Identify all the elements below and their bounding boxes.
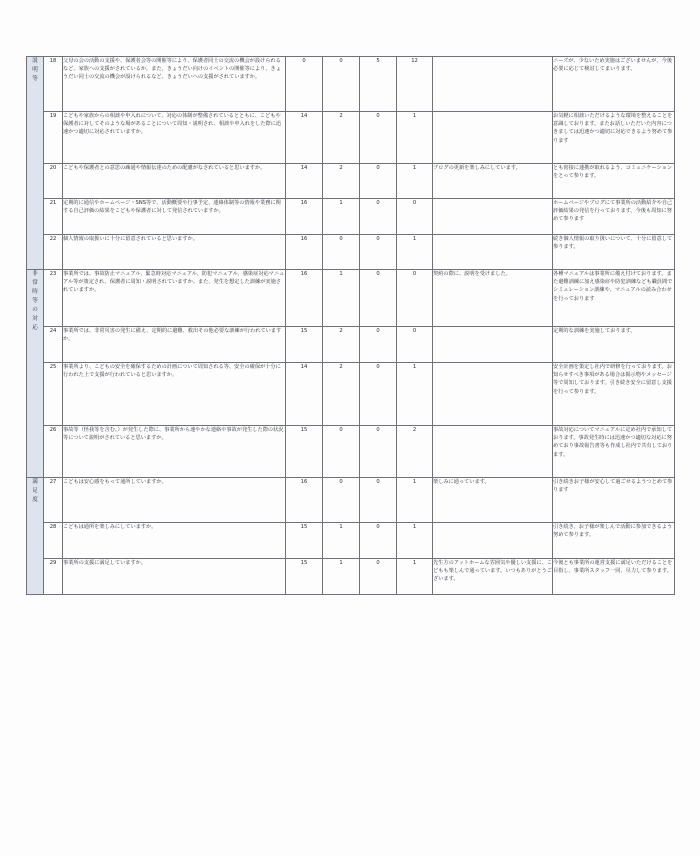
row-number: 28	[44, 523, 63, 559]
count-2: 0	[323, 57, 360, 112]
question-text: 事業所の支援に満足していますか。	[63, 559, 286, 595]
question-text: 個人情報の取扱いに十分に留意されていると思いますか。	[63, 235, 286, 270]
table-row	[27, 327, 675, 363]
parent-comment	[433, 112, 553, 164]
row-number: 29	[44, 559, 63, 595]
question-text: こどもや家族からの相談や申入れについて、対応の体制が整備されているとともに、こどもや保護者に対してそのような場があることについて周知・説明され、相談や申入れをした際に迅速かつ適切に対応されていますか。	[63, 112, 286, 164]
question-text: 事故等（怪我等を含む。）が発生した際に、事業所から速やかな連絡や事故が発生した際の状況等について説明がされていると思いますか。	[63, 426, 286, 478]
count-4: 12	[397, 57, 433, 112]
table-row	[27, 164, 675, 199]
office-response: 事故対応についてマニュアルに定め社内で承知しております。事故発生時には迅速かつ適切な対応に努めており事故報告書等も作成し社内で共有しております。	[553, 426, 675, 478]
row-number: 22	[44, 235, 63, 270]
count-4: 0	[397, 199, 433, 235]
count-1: 16	[286, 270, 323, 327]
count-2: 2	[323, 363, 360, 426]
count-4: 1	[397, 478, 433, 523]
question-text: 事業所では、事故防止マニュアル、緊急時対応マニュアル、防犯マニュアル、感染症対応マニュアル等が策定され、保護者に周知・説明されていますか。また、発生を想定した訓練が実施されていますか。	[63, 270, 286, 327]
office-response: 引き続き、お子様が楽しんで活動に参加できるよう努めて参ります。	[553, 523, 675, 559]
count-3: 0	[360, 270, 397, 327]
row-number: 23	[44, 270, 63, 327]
question-text: 父母の会の活動の支援や、保護者会等の開催等により、保護者同士の交流の機会が設けられるなど、家族への支援がされているか。また、きょうだい向けのイベントの開催等により、きょうだい同士の交流の機会が設けられるなど、きょうだいへの支援がされていますか。	[63, 57, 286, 112]
question-text: 事業所より、こどもの安全を確保するための計画について周知される等、安全の確保が十分に行われた上で支援が行われていると思いますか。	[63, 363, 286, 426]
count-2: 2	[323, 112, 360, 164]
count-2: 1	[323, 523, 360, 559]
row-number: 18	[44, 57, 63, 112]
office-response: 続き個人情報の取り扱いについて、十分に留意して参ります。	[553, 235, 675, 270]
count-4: 0	[397, 270, 433, 327]
evaluation-table	[26, 56, 675, 595]
count-2: 0	[323, 478, 360, 523]
parent-comment: 楽しみに通っています。	[433, 478, 553, 523]
count-4: 1	[397, 523, 433, 559]
count-4: 1	[397, 112, 433, 164]
office-response: 今後とも事業所の運営支援に満足いただけることを目指し、事業所スタッフ一同、尽力して参ります。	[553, 559, 675, 595]
count-1: 14	[286, 112, 323, 164]
office-response: とも密接に連携が取れるよう、コミュニケーションをとって参ります。	[553, 164, 675, 199]
table-row	[27, 112, 675, 164]
office-response: 安全計画を策定し社内で研修を行っております。お知らせすべき事項がある場合は掲示物やメッセージ等で周知しております。引き続き安全に留意し支援を行って参ります。	[553, 363, 675, 426]
office-response: お気軽に相談いただけるような環境を整えることを意識しております。またお話しいただいた内容につきましては迅速かつ適切に対応できるよう努めて参ります	[553, 112, 675, 164]
parent-comment	[433, 426, 553, 478]
table-row	[27, 235, 675, 270]
count-3: 0	[360, 478, 397, 523]
count-1: 16	[286, 199, 323, 235]
count-2: 2	[323, 327, 360, 363]
question-text: こどもは通所を楽しみにしていますか。	[63, 523, 286, 559]
office-response: 引き続きお子様が安心して過ごせるようつとめて参ります	[553, 478, 675, 523]
parent-comment: 先生方のアットホームな雰囲気や優しい支援に、こどもも楽しんで通っています。いつもありがとうございます。	[433, 559, 553, 595]
table-row	[27, 523, 675, 559]
parent-comment	[433, 235, 553, 270]
category-cell	[27, 57, 44, 270]
question-text: 定期的に通信やホームページ・SNS等で、活動概要や行事予定、連絡体制等の情報や業務に関する自己評価の結果をこどもや保護者に対して発信されていますか。	[63, 199, 286, 235]
table-row	[27, 478, 675, 523]
table-row	[27, 426, 675, 478]
count-3: 0	[360, 523, 397, 559]
table-row	[27, 270, 675, 327]
office-response: ホームページやブログにて事業所の活動紹介や自己評価結果の発信を行っております。今後も周知に努めて参ります	[553, 199, 675, 235]
count-3: 0	[360, 363, 397, 426]
office-response: ニーズが、少ないため実施はございませんが、今後必要に応じて検討してまいります。	[553, 57, 675, 112]
count-1: 0	[286, 57, 323, 112]
row-number: 24	[44, 327, 63, 363]
category-label: 説明等	[32, 58, 38, 82]
row-number: 25	[44, 363, 63, 426]
count-4: 2	[397, 426, 433, 478]
count-4: 0	[397, 327, 433, 363]
parent-comment	[433, 199, 553, 235]
row-number: 20	[44, 164, 63, 199]
count-3: 0	[360, 426, 397, 478]
count-3: 5	[360, 57, 397, 112]
parent-comment: ブログの更新を楽しみにしています。	[433, 164, 553, 199]
question-text: こどもや保護者との意思の疎通や情報伝達のための配慮がなされていると思いますか。	[63, 164, 286, 199]
parent-comment	[433, 363, 553, 426]
row-number: 21	[44, 199, 63, 235]
count-4: 1	[397, 235, 433, 270]
count-1: 16	[286, 235, 323, 270]
category-label: 非常時等の対応	[32, 271, 38, 331]
count-3: 0	[360, 164, 397, 199]
count-2: 1	[323, 199, 360, 235]
count-3: 0	[360, 199, 397, 235]
office-response: 定期的な訓練を実施しております。	[553, 327, 675, 363]
question-text: 事業所では、非常災害の発生に備え、定期的に避難、救出その他必要な訓練が行われていますか。	[63, 327, 286, 363]
count-1: 15	[286, 327, 323, 363]
table-row	[27, 363, 675, 426]
office-response: 各種マニュアルは事業所に備え付けております。また避難訓練に加え感染症や防犯訓練なども職員間でシミュレーション訓練や、マニュアルの読み合わせを行っております	[553, 270, 675, 327]
row-number: 19	[44, 112, 63, 164]
table-row	[27, 57, 675, 112]
parent-comment: 契約の際に、説明を受けました。	[433, 270, 553, 327]
category-cell	[27, 270, 44, 478]
count-3: 0	[360, 112, 397, 164]
count-1: 16	[286, 478, 323, 523]
category-cell	[27, 478, 44, 595]
count-4: 1	[397, 164, 433, 199]
parent-comment	[433, 523, 553, 559]
parent-comment	[433, 57, 553, 112]
count-1: 15	[286, 426, 323, 478]
count-2: 1	[323, 559, 360, 595]
row-number: 27	[44, 478, 63, 523]
count-4: 1	[397, 559, 433, 595]
count-2: 1	[323, 270, 360, 327]
count-3: 0	[360, 327, 397, 363]
count-1: 14	[286, 363, 323, 426]
count-2: 0	[323, 235, 360, 270]
table-row	[27, 199, 675, 235]
count-1: 14	[286, 164, 323, 199]
question-text: こどもは安心感をもって通所していますか。	[63, 478, 286, 523]
count-2: 0	[323, 426, 360, 478]
count-2: 2	[323, 164, 360, 199]
count-1: 15	[286, 559, 323, 595]
row-number: 26	[44, 426, 63, 478]
count-1: 15	[286, 523, 323, 559]
count-4: 1	[397, 363, 433, 426]
count-3: 0	[360, 235, 397, 270]
parent-comment	[433, 327, 553, 363]
category-label: 満足度	[32, 479, 38, 503]
table-row	[27, 559, 675, 595]
count-3: 0	[360, 559, 397, 595]
